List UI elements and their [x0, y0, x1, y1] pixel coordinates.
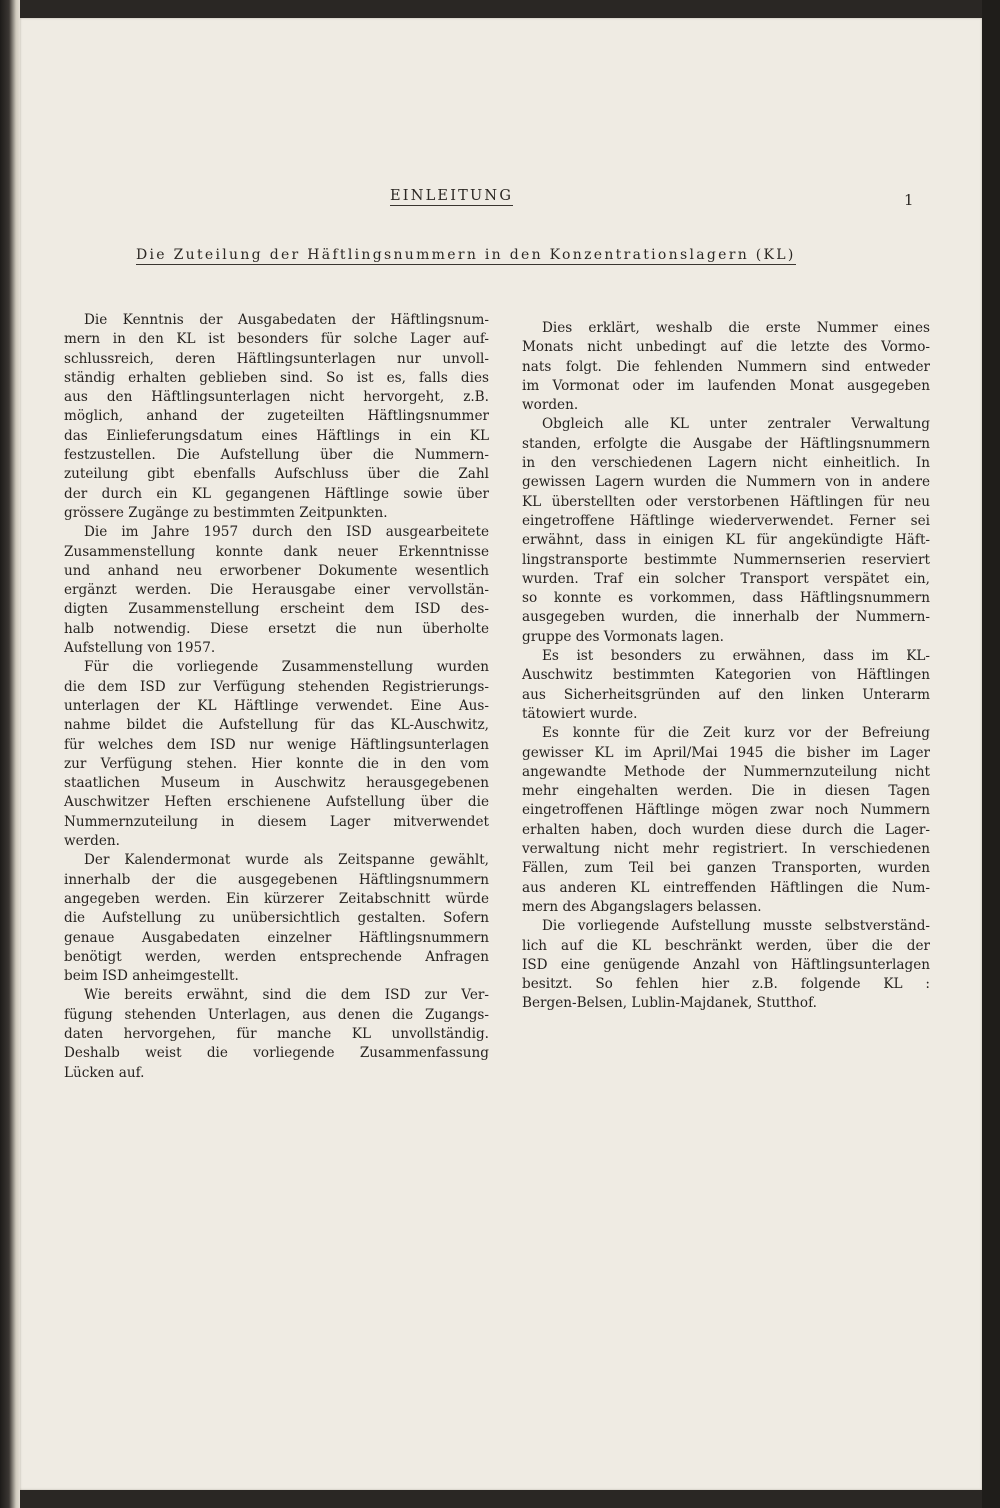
text-line: ausgegeben wurden, die innerhalb der Nummern-	[522, 609, 930, 626]
text-line: worden.	[522, 397, 579, 414]
text-line: zuteilung gibt ebenfalls Aufschluss über die Zahl	[64, 466, 489, 483]
text-line: Für die vorliegende Zusammenstellung wurden	[84, 659, 489, 676]
text-line: aus anderen KL eintreffenden Häftlingen die Num-	[522, 879, 930, 896]
text-line: KL überstellten oder verstorbenen Häftlingen für neu	[522, 493, 930, 510]
paragraph	[64, 658, 489, 851]
page-binding-edge	[0, 0, 20, 1508]
text-line: innerhalb der die ausgegebenen Häftlingsnummern	[64, 871, 489, 888]
text-line: standen, erfolgte die Ausgabe der Häftlingsnummern	[522, 435, 930, 452]
text-line: beim ISD anheimgestellt.	[64, 968, 239, 985]
text-line: digten Zusammenstellung erscheint dem ISD des-	[64, 601, 489, 618]
text-line: angewandte Methode der Nummernzuteilung nicht	[522, 763, 930, 780]
text-line: die Aufstellung zu unübersichtlich gestalten. Sofern	[64, 910, 489, 927]
text-line: festzustellen. Die Aufstellung über die Nummern-	[64, 447, 489, 464]
text-line: mern in den KL ist besonders für solche Lager auf-	[64, 331, 489, 348]
text-line: zur Verfügung stehen. Hier konnte die in den vom	[64, 755, 489, 772]
text-line: die dem ISD zur Verfügung stehenden Registrierungs-	[64, 678, 489, 695]
text-line: Obgleich alle KL unter zentraler Verwaltung	[542, 416, 930, 433]
text-line: ergänzt werden. Die Herausgabe einer vervollstän-	[64, 582, 489, 599]
text-line: Deshalb weist die vorliegende Zusammenfassung	[64, 1045, 489, 1062]
text-line: Die im Jahre 1957 durch den ISD ausgearbeitete	[84, 524, 489, 541]
text-line: in den verschiedenen Lagern nicht einheitlich. In	[522, 455, 930, 472]
text-line: staatlichen Museum in Auschwitz herausgegebenen	[64, 775, 489, 792]
paragraph	[522, 724, 930, 917]
text-line: fügung stehenden Unterlagen, aus denen die Zugangs-	[64, 1006, 489, 1023]
left-text-column	[64, 311, 489, 1083]
paragraph	[522, 415, 930, 647]
text-line: nahme bildet die Aufstellung für das KL-Auschwitz,	[64, 717, 489, 734]
scan-border	[982, 0, 1000, 1508]
text-line: lingstransporte bestimmte Nummernserien reserviert	[522, 551, 930, 568]
text-line: genaue Ausgabedaten einzelner Häftlingsnummern	[64, 929, 489, 946]
text-line: ständig erhalten geblieben sind. So ist es, falls dies	[64, 369, 489, 386]
text-line: halb notwendig. Diese ersetzt die nun überholte	[64, 620, 489, 637]
text-line: aus den Häftlingsunterlagen nicht hervorgeht, z.B.	[64, 389, 489, 406]
text-line: Aufstellung von 1957.	[64, 640, 216, 657]
text-line: wurden. Traf ein solcher Transport verspätet ein,	[522, 570, 930, 587]
text-line: daten hervorgehen, für manche KL unvollständig.	[64, 1025, 489, 1042]
text-line: gewissen Lagern wurden die Nummern von in andere	[522, 474, 930, 491]
text-line: ISD eine genügende Anzahl von Häftlingsunterlagen	[522, 956, 930, 973]
text-line: mern des Abgangslagers belassen.	[522, 898, 762, 915]
page-number: 1	[904, 191, 914, 209]
text-line: Die vorliegende Aufstellung musste selbstverständ-	[542, 918, 930, 935]
text-line: im Vormonat oder im laufenden Monat ausgegeben	[522, 377, 930, 394]
text-line: tätowiert wurde.	[522, 705, 638, 722]
paragraph	[522, 917, 930, 1013]
text-line: nats folgt. Die fehlenden Nummern sind entweder	[522, 358, 930, 375]
text-line: und anhand neu erworbener Dokumente wesentlich	[64, 562, 489, 579]
text-line: benötigt werden, werden entsprechende Anfragen	[64, 948, 489, 965]
text-line: so konnte es vorkommen, dass Häftlingsnummern	[522, 590, 930, 607]
text-line: eingetroffenen Häftlinge mögen zwar noch Nummern	[522, 802, 930, 819]
text-line: Die Kenntnis der Ausgabedaten der Häftlingsnum-	[84, 312, 489, 328]
text-line: der durch ein KL gegangenen Häftlinge sowie über	[64, 485, 489, 502]
paragraph	[64, 986, 489, 1082]
right-text-column	[522, 319, 930, 1014]
text-line: erhalten haben, doch wurden diese durch die Lager-	[522, 821, 930, 838]
text-line: unterlagen der KL Häftlinge verwendet. Eine Aus-	[64, 697, 489, 714]
text-line: Zusammenstellung konnte dank neuer Erkenntnisse	[64, 543, 489, 560]
text-line: besitzt. So fehlen hier z.B. folgende KL :	[522, 976, 930, 993]
paragraph	[64, 523, 489, 658]
paragraph	[522, 319, 930, 415]
paragraph	[64, 851, 489, 986]
text-line: Auschwitz bestimmten Kategorien von Häftlingen	[522, 667, 930, 684]
text-line: Auschwitzer Heften erschienene Aufstellung über die	[64, 794, 489, 811]
text-line: verwaltung nicht mehr registriert. In verschiedenen	[522, 841, 930, 858]
text-line: Bergen-Belsen, Lublin-Majdanek, Stutthof.	[522, 995, 817, 1012]
text-line: das Einlieferungsdatum eines Häftlings in ein KL	[64, 427, 489, 444]
text-line: Fällen, zum Teil bei ganzen Transporten, wurden	[522, 860, 930, 877]
text-line: Monats nicht unbedingt auf die letzte des Vormo-	[522, 339, 930, 356]
text-line: möglich, anhand der zugeteilten Häftlingsnummer	[64, 408, 489, 425]
text-line: Es ist besonders zu erwähnen, dass im KL-	[542, 648, 930, 665]
text-line: Dies erklärt, weshalb die erste Nummer eines	[542, 320, 930, 336]
text-line: aus Sicherheitsgründen auf den linken Unterarm	[522, 686, 930, 703]
paragraph	[522, 647, 930, 724]
text-line: eingetroffene Häftlinge wiederverwendet. Ferner sei	[522, 512, 930, 529]
text-line: Nummernzuteilung in diesem Lager mitverwendet	[64, 813, 489, 830]
text-line: Lücken auf.	[64, 1064, 145, 1081]
section-heading: EINLEITUNG	[390, 188, 514, 204]
text-line: gruppe des Vormonats lagen.	[522, 628, 724, 645]
text-line: werden.	[64, 833, 121, 850]
text-line: angegeben werden. Ein kürzerer Zeitabschnitt würde	[64, 890, 489, 907]
text-line: erwähnt, dass in einigen KL für angekündigte Häft-	[522, 532, 930, 549]
paragraph	[64, 311, 489, 523]
text-line: für welches dem ISD nur wenige Häftlingsunterlagen	[64, 736, 489, 753]
text-line: lich auf die KL beschränkt werden, über die der	[522, 937, 930, 954]
text-line: Der Kalendermonat wurde als Zeitspanne gewählt,	[84, 852, 489, 869]
text-line: grössere Zugänge zu bestimmten Zeitpunkten.	[64, 504, 388, 521]
text-line: schlussreich, deren Häftlingsunterlagen nur unvoll-	[64, 350, 489, 367]
text-line: Es konnte für die Zeit kurz vor der Befreiung	[542, 725, 930, 742]
document-subtitle: Die Zuteilung der Häftlingsnummern in den Konzentrationslagern (KL)	[136, 247, 796, 263]
text-line: mehr eingehalten werden. Die in diesen Tagen	[522, 783, 930, 800]
text-line: gewisser KL im April/Mai 1945 die bisher im Lager	[522, 744, 930, 761]
text-line: Wie bereits erwähnt, sind die dem ISD zur Ver-	[84, 987, 489, 1004]
